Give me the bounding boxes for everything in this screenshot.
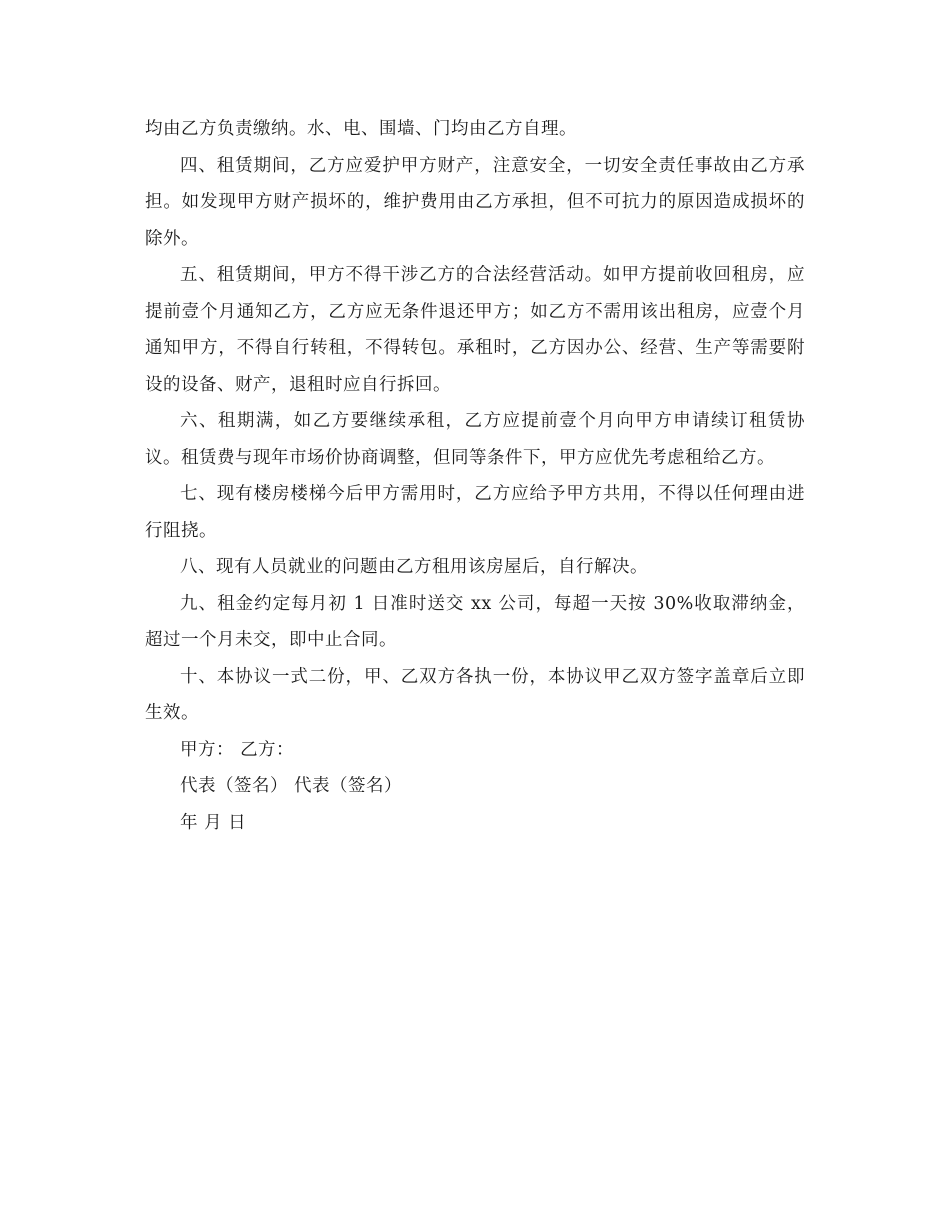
clause-7: 七、现有楼房楼梯今后甲方需用时，乙方应给予甲方共用，不得以任何理由进行阻挠。 xyxy=(145,484,805,541)
clause-8: 八、现有人员就业的问题由乙方租用该房屋后，自行解决。 xyxy=(180,557,648,577)
clause-6: 六、租期满，如乙方要继续承租，乙方应提前壹个月向甲方申请续订租赁协议。租赁费与现年市场价协商调整，但同等条件下，甲方应优先考虑租给乙方。 xyxy=(145,411,805,468)
signature-representatives: 代表（签名） 代表（签名） xyxy=(180,776,403,796)
clause-9: 九、租金约定每月初 1 日准时送交 xx 公司，每超一天按 30%收取滞纳金，超过一个月未交，即中止合同。 xyxy=(145,593,805,650)
clause-5: 五、租赁期间，甲方不得干涉乙方的合法经营活动。如甲方提前收回租房，应提前壹个月通知乙方，乙方应无条件退还甲方；如乙方不需用该出租房，应壹个月通知甲方，不得自行转租，不得转包。承租时，乙方因办公、经营、生产等需要附设的设备、财产，退租时应自行拆回。 xyxy=(145,265,805,395)
document-page xyxy=(145,111,805,841)
signature-date: 年 月 日 xyxy=(180,812,247,833)
paragraph-continuation: 均由乙方负责缴纳。水、电、围墙、门均由乙方自理。 xyxy=(145,119,577,139)
signature-parties: 甲方： 乙方： xyxy=(180,739,295,760)
clause-4: 四、租赁期间，乙方应爱护甲方财产，注意安全，一切安全责任事故由乙方承担。如发现甲方财产损坏的，维护费用由乙方承担，但不可抗力的原因造成损坏的除外。 xyxy=(145,155,805,249)
clause-10: 十、本协议一式二份，甲、乙双方各执一份，本协议甲乙双方签字盖章后立即生效。 xyxy=(145,666,805,723)
